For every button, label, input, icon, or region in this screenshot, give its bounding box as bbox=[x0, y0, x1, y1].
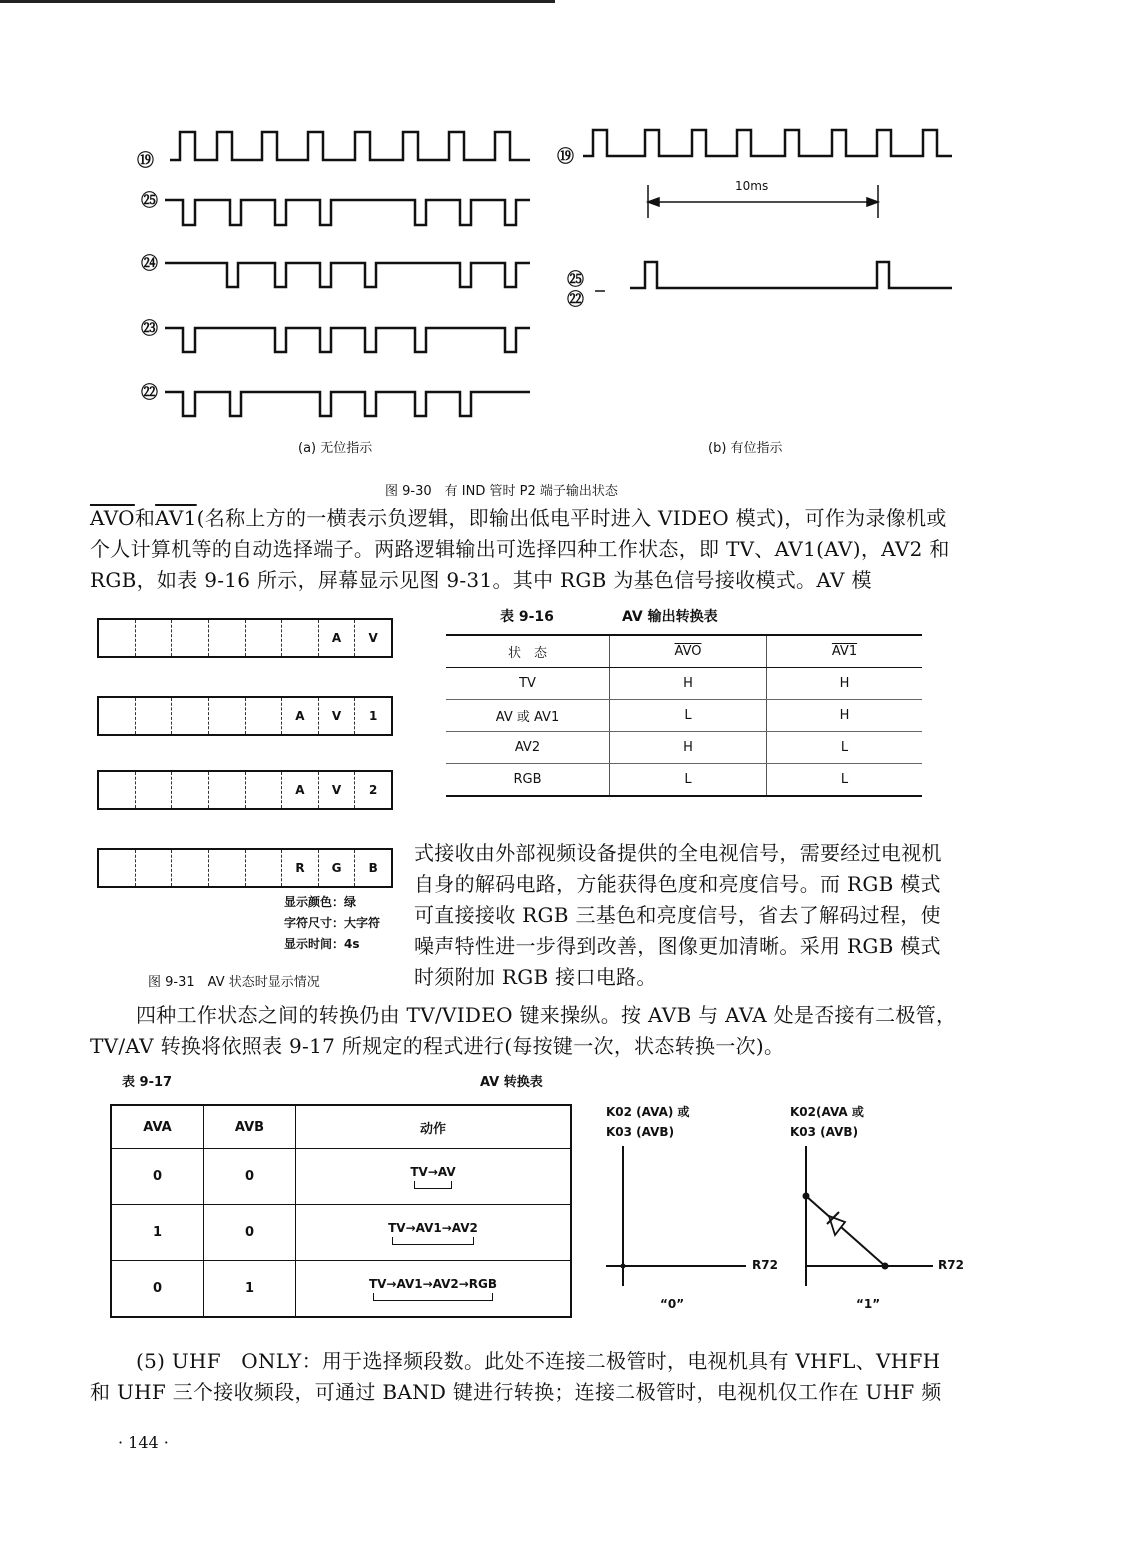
display-av2: A V 2 bbox=[97, 770, 393, 810]
wave-24-a bbox=[165, 263, 530, 287]
table-row: 1 0 TV→AV1→AV2 bbox=[111, 1205, 571, 1261]
paragraph-4 bbox=[90, 1346, 958, 1408]
wave-22-a bbox=[165, 392, 530, 416]
paragraph-2 bbox=[414, 838, 959, 993]
subcaption-a: (a) 无位指示 bbox=[298, 441, 373, 456]
paragraph-1 bbox=[90, 503, 958, 596]
k03-label-left: K03 (AVB) bbox=[606, 1125, 675, 1139]
table-row: RGB L L bbox=[446, 764, 922, 797]
table-9-16 bbox=[446, 634, 922, 797]
th-ava: AVA bbox=[111, 1105, 204, 1149]
paragraph-2-text: 式接收由外部视频设备提供的全电视信号，需要经过电视机自身的解码电路，方能获得色度和亮度信号。而 RGB 模式可直接接收 RGB 三基色和亮度信号，省去了解码过程，使噪声特性进一步得到改善，图像更加清晰。采用 RGB 模式时须附加 RGB 接口电路。 bbox=[414, 841, 942, 989]
av1-label: AV1 bbox=[155, 506, 197, 530]
table-9-17 bbox=[110, 1104, 572, 1318]
table-row: 0 1 TV→AV1→AV2→RGB bbox=[111, 1261, 571, 1318]
pin-label-19-b: ⑲ bbox=[557, 147, 574, 167]
av0-label: $\overline{AVO}$ bbox=[90, 506, 135, 530]
state-1-label: “1” bbox=[856, 1297, 881, 1311]
pin-label-25-a: ㉕ bbox=[141, 191, 158, 211]
th-state: 状 态 bbox=[446, 635, 610, 668]
flow-tv-av: TV→AV bbox=[410, 1165, 455, 1189]
wave-23-a bbox=[165, 328, 530, 352]
top-rule bbox=[0, 0, 555, 3]
flow-tv-av1-av2-rgb: TV→AV1→AV2→RGB bbox=[369, 1277, 497, 1301]
k03-label-right: K03 (AVB) bbox=[790, 1125, 859, 1139]
k02-label-left: K02 (AVA) 或 bbox=[606, 1105, 690, 1119]
conjunction: 和 bbox=[134, 506, 156, 530]
table-9-16-title: AV 输出转换表 bbox=[622, 609, 718, 625]
diode-diagram bbox=[598, 1098, 970, 1316]
pin-label-22-a: ㉒ bbox=[141, 383, 158, 403]
k02-label-right: K02(AVA 或 bbox=[790, 1105, 864, 1119]
figure-9-30-caption: 图 9-30 有 IND 管时 P2 端子输出状态 bbox=[385, 484, 618, 499]
display-notes bbox=[284, 892, 380, 955]
th-av1: AV1 bbox=[767, 635, 923, 668]
subcaption-b: (b) 有位指示 bbox=[708, 441, 783, 456]
table-9-17-title: AV 转换表 bbox=[480, 1075, 543, 1090]
th-avb: AVB bbox=[204, 1105, 296, 1149]
th-avo: $\overline{AVO}$ bbox=[610, 635, 767, 668]
table-9-16-number: 表 9-16 bbox=[500, 609, 554, 625]
pin-label-23-a: ㉓ bbox=[141, 319, 158, 339]
note-color: 显示颜色：绿 bbox=[284, 895, 357, 909]
note-size: 字符尺寸：大字符 bbox=[284, 916, 381, 930]
table-row: AV 或 AV1 L H bbox=[446, 700, 922, 732]
flow-tv-av1-av2: TV→AV1→AV2 bbox=[388, 1221, 478, 1245]
r72-label-right: R72 bbox=[938, 1258, 964, 1272]
wave-19-a bbox=[170, 132, 530, 160]
wave-19-b bbox=[583, 130, 952, 156]
state-0-label: “0” bbox=[660, 1297, 685, 1311]
wave-25-a bbox=[165, 200, 530, 225]
r72-label-left: R72 bbox=[752, 1258, 778, 1272]
page-number: · 144 · bbox=[118, 1433, 169, 1452]
paragraph-3 bbox=[90, 1000, 958, 1062]
pin-label-19-a: ⑲ bbox=[137, 151, 154, 171]
figure-9-31 bbox=[97, 618, 393, 888]
paragraph-4-text: (5) UHF ONLY：用于选择频段数。此处不连接二极管时，电视机具有 VHFL、VHFH 和 UHF 三个接收频段，可通过 BAND 键进行转换；连接二极管时，电视机仅工作在 UHF 频 bbox=[90, 1349, 942, 1404]
wave-25-22-b bbox=[630, 262, 952, 288]
table-9-17-number: 表 9-17 bbox=[122, 1075, 173, 1090]
pin-label-25-b: ㉕ bbox=[567, 270, 584, 290]
pin-label-24-a: ㉔ bbox=[141, 254, 158, 274]
pin-label-22-b: ㉒ bbox=[567, 290, 584, 310]
display-av: A V bbox=[97, 618, 393, 658]
paragraph-1-text: (名称上方的一横表示负逻辑，即输出低电平时进入 VIDEO 模式)，可作为录像机或个人计算机等的自动选择端子。两路逻辑输出可选择四种工作状态，即 TV、AV1(AV)，AV2 和 RGB，如表 9-16 所示，屏幕显示见图 9-31。其中 RGB 为基色信号接收模式。AV 模 bbox=[90, 506, 950, 592]
th-action: 动作 bbox=[296, 1105, 572, 1149]
display-rgb: R G B bbox=[97, 848, 393, 888]
display-av1: A V 1 bbox=[97, 696, 393, 736]
figure-9-31-caption: 图 9-31 AV 状态时显示情况 bbox=[148, 975, 320, 990]
waveforms-a bbox=[135, 110, 545, 430]
diode-symbol bbox=[827, 1212, 845, 1235]
table-row: 0 0 TV→AV bbox=[111, 1149, 571, 1205]
paragraph-3-text: 四种工作状态之间的转换仍由 TV/VIDEO 键来操纵。按 AVB 与 AVA 处是否接有二极管，TV/AV 转换将依照表 9-17 所规定的程式进行(每按键一次，状态转换一次)。 bbox=[90, 1003, 957, 1058]
table-row: AV2 H L bbox=[446, 732, 922, 764]
waveforms-b bbox=[555, 110, 965, 320]
note-time: 显示时间：4s bbox=[284, 937, 360, 951]
dimension-10ms: 10ms bbox=[735, 179, 769, 193]
table-row: TV H H bbox=[446, 668, 922, 700]
